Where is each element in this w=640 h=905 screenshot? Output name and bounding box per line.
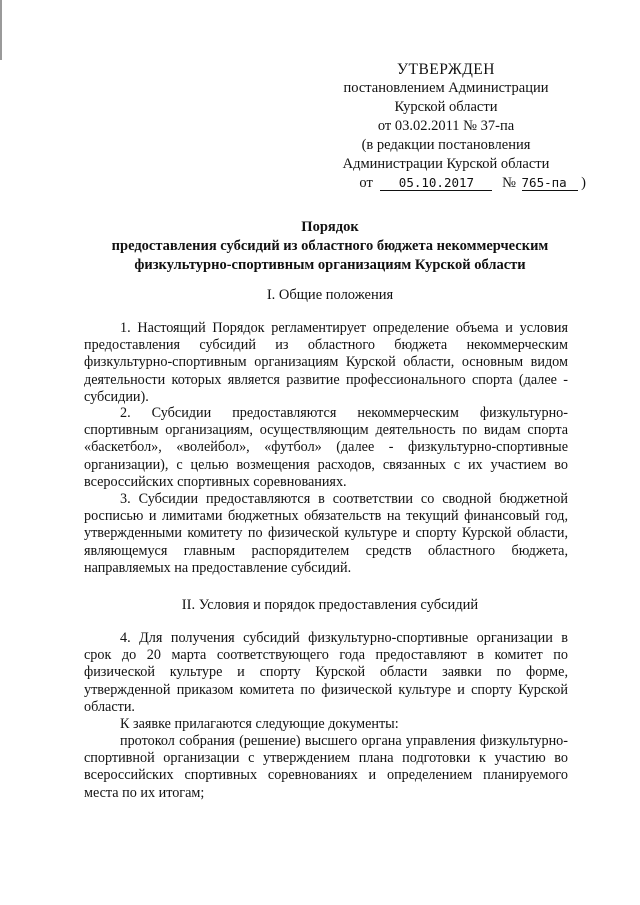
document-title-line: предоставления субсидий из областного бюджета некоммерческим [111, 238, 549, 254]
section-heading-2: II. Условия и порядок предоставления субсидий [181, 597, 479, 613]
number-prefix: № [502, 175, 516, 191]
section-heading-1: I. Общие положения [266, 287, 394, 303]
paragraph-4: 4. Для получения субсидий физкультурно-спортивные организации в срок до 20 марта соответствующего года предоставляют в комитет по физической культуре и спорту Курской области заявки по форме, утвержденной приказом комитета по физической культуре и спорту Курской области. [84, 630, 568, 715]
paragraph-5: К заявке прилагаются следующие документы: [120, 716, 399, 732]
approval-line: от 03.02.2011 № 37-па [377, 118, 515, 134]
approval-line: Курской области [394, 99, 498, 115]
approval-line: постановлением Администрации [343, 80, 549, 96]
document-title-line: физкультурно-спортивным организациям Курской области [134, 257, 526, 273]
scan-edge-mark [0, 0, 2, 60]
paragraph-1: 1. Настоящий Порядок регламентирует определение объема и условия предоставления субсидий из областного бюджета некоммерческим физкультурно-спортивным организациям Курской области, основным видом деятельности которых является развитие профессионального спорта (далее - субсидии). [84, 320, 568, 405]
paragraph-6: протокол собрания (решение) высшего органа управления физкультурно-спортивной организации с утверждением плана подготовки к участию во всероссийских спортивных соревнованиях и определением планируемого места по их итогам; [84, 733, 568, 801]
amendment-date: 05.10.2017 [380, 175, 492, 191]
paragraph-2: 2. Субсидии предоставляются некоммерческим физкультурно-спортивным организациям, осуществляющим деятельность по видам спорта «баскетбол», «волейбол», «футбол» (далее - физкультурно-спортивные организации), с целью возмещения расходов, связанных с их участием во всероссийских спортивных соревнованиях. [84, 405, 568, 490]
approval-title: УТВЕРЖДЕН [397, 61, 495, 78]
document-title-line: Порядок [301, 219, 359, 235]
paragraph-3: 3. Субсидии предоставляются в соответствии со сводной бюджетной росписью и лимитами бюджетных обязательств на текущий финансовый год, утвержденными комитету по физической культуре и спорту Курской области, являющемуся главным распорядителем средств областного бюджета, направляемых на предоставление субсидий. [84, 491, 568, 576]
approval-stamp-block [300, 60, 592, 193]
amendment-number: 765-па [522, 175, 578, 191]
document-title [60, 218, 600, 275]
date-prefix: от [359, 175, 373, 191]
approval-date-line [300, 174, 592, 193]
approval-line: Администрации Курской области [342, 156, 550, 172]
approval-line: (в редакции постановления [361, 137, 531, 153]
number-suffix: ) [581, 175, 586, 191]
